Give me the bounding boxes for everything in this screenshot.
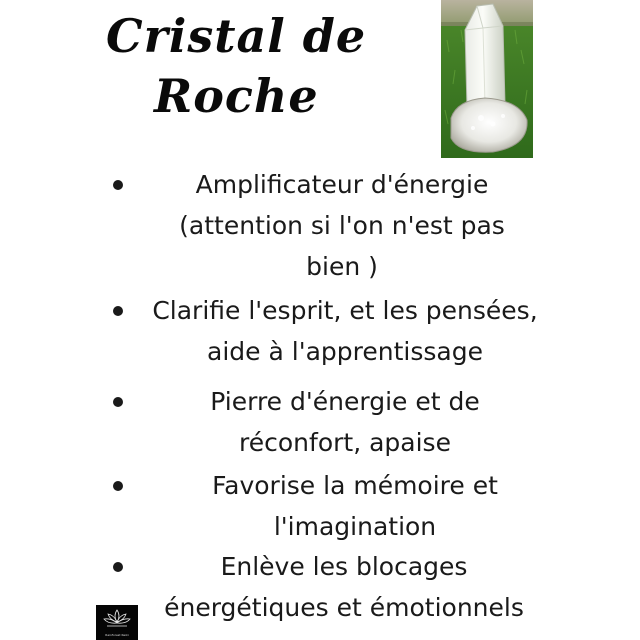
lotus-icon <box>96 605 138 631</box>
title-line-1: Cristal de <box>106 9 367 63</box>
title-line-2: Roche <box>154 69 319 123</box>
list-item-text <box>180 381 510 463</box>
page-title <box>100 6 430 126</box>
brand-logo <box>96 605 138 640</box>
bullet-icon <box>113 481 123 491</box>
list-item-line: Favorise la mémoire et <box>212 471 498 500</box>
list-item-line: Enlève les blocages <box>220 552 468 581</box>
bullet-icon <box>113 562 123 572</box>
list-item-text <box>140 290 550 372</box>
list-item-line: Pierre d'énergie et de <box>210 387 480 416</box>
bullet-icon <box>113 306 123 316</box>
list-item-line: réconfort, apaise <box>239 428 451 457</box>
list-item-line: (attention si l'on n'est pas <box>179 211 505 240</box>
logo-caption: Rainforest Reiki <box>105 633 129 637</box>
list-item-line: bien ) <box>306 252 378 281</box>
list-item-line: aide à l'apprentissage <box>207 337 483 366</box>
list-item-text <box>162 164 522 287</box>
list-item-line: Clarifie l'esprit, et les pensées, <box>152 296 538 325</box>
list-item-text <box>180 465 530 547</box>
list-item-line: énergétiques et émotionnels <box>164 593 524 622</box>
bullet-icon <box>113 180 123 190</box>
crystal-photo <box>441 0 533 158</box>
bullet-icon <box>113 397 123 407</box>
list-item-line: Amplificateur d'énergie <box>195 170 489 199</box>
list-item-text <box>144 546 544 628</box>
list-item-line: l'imagination <box>273 512 437 541</box>
